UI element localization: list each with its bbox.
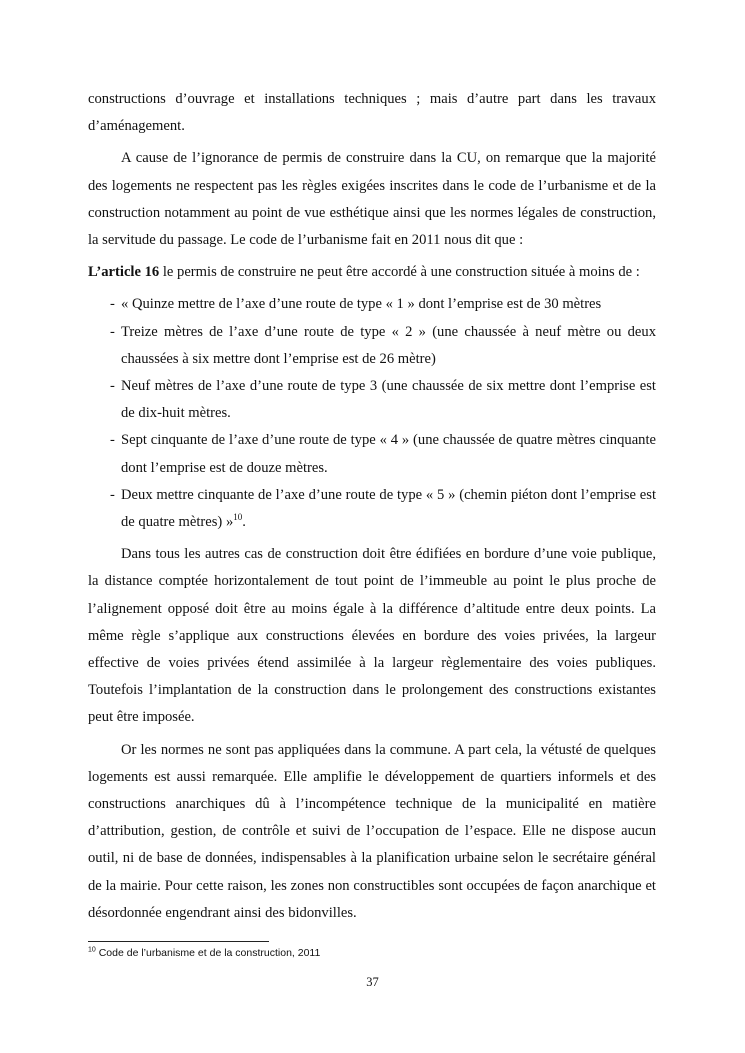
article-16-intro [88, 259, 656, 286]
list-dash: - [110, 486, 115, 503]
article-16-intro-text: le permis de construire ne peut être accordé à une construction située à moins de : [159, 264, 640, 281]
list-dash: - [110, 296, 115, 313]
footnote [88, 946, 320, 960]
paragraph-norms-not-applied: Or les normes ne sont pas appliquées dans la commune. A part cela, la vétusté de quelques logements est aussi remarquée. Elle amplifie le développement de quartiers informels et des constructions anarchiques dû à l’incompétence technique de la municipalité en matière d’attribution, gestion, de contrôle et suivi de l’occupation de l’espace. Elle ne dispose aucun outil, ni de base de données, indispensables à la planification urbaine selon le secrétaire général de la mairie. Pour cette raison, les zones non constructibles sont occupées de façon anarchique et désordonnée engendrant ainsi des bidonvilles. [88, 741, 656, 921]
list-dash: - [110, 378, 115, 395]
paragraph-construction-rules: Dans tous les autres cas de construction doit être édifiées en bordure d’une voie publique, la distance comptée horizontalement de tout point de l’immeuble au point le plus proche de l’alignement opposé doit être au moins égale à la différence d’altitude entre deux points. La même règle s’applique aux constructions élevées en bordure des voies privées, la largeur effective de voies privées étend assimilée à la largeur règlementaire des voies publiques. Toutefois l’implantation de la construction dans le prolongement des constructions existantes peut être imposée. [88, 546, 656, 726]
paragraph-continuation: constructions d’ouvrage et installations techniques ; mais d’autre part dans les travaux d’aménagement. [88, 91, 656, 135]
list-item [88, 319, 656, 373]
list-item [88, 482, 656, 536]
page-number: 37 [366, 975, 379, 989]
page-body [88, 86, 656, 932]
footnote-separator [88, 941, 269, 942]
article-16-label: L’article 16 [88, 264, 160, 281]
rule-end-punctuation: . [242, 514, 246, 531]
list-item [88, 427, 656, 481]
footnote-reference[interactable]: 10 [233, 512, 243, 523]
rule-text: Sept cinquante de l’axe d’une route de type « 4 » (une chaussée de quatre mètres cinquante dont l’emprise est de douze mètres. [121, 432, 656, 476]
rule-text: Neuf mètres de l’axe d’une route de type 3 (une chaussée de six mettre dont l’emprise est de dix-huit mètres. [121, 378, 656, 422]
setback-rules-list [88, 291, 656, 536]
footnote-number: 10 [88, 946, 96, 954]
paragraph-permit-ignorance: A cause de l’ignorance de permis de construire dans la CU, on remarque que la majorité des logements ne respectent pas les règles exigées inscrites dans le code de l’urbanisme et de la construction notamment au point de vue esthétique ainsi que les normes légales de construction, la servitude du passage. Le code de l’urbanisme fait en 2011 nous dit que : [88, 150, 656, 249]
rule-text: Treize mètres de l’axe d’une route de type « 2 » (une chaussée à neuf mètre ou deux chaussées à six mettre dont l’emprise est de 26 mètre) [121, 323, 656, 367]
rule-text: « Quinze mettre de l’axe d’une route de type « 1 » dont l’emprise est de 30 mètres [121, 296, 602, 313]
list-dash: - [110, 323, 115, 340]
rule-text: Deux mettre cinquante de l’axe d’une route de type « 5 » (chemin piéton dont l’emprise est de quatre mètres) » [121, 486, 656, 531]
list-item [88, 291, 656, 318]
footnote-text: Code de l’urbanisme et de la construction, 2011 [95, 947, 321, 959]
list-dash: - [110, 432, 115, 449]
list-item [88, 373, 656, 427]
